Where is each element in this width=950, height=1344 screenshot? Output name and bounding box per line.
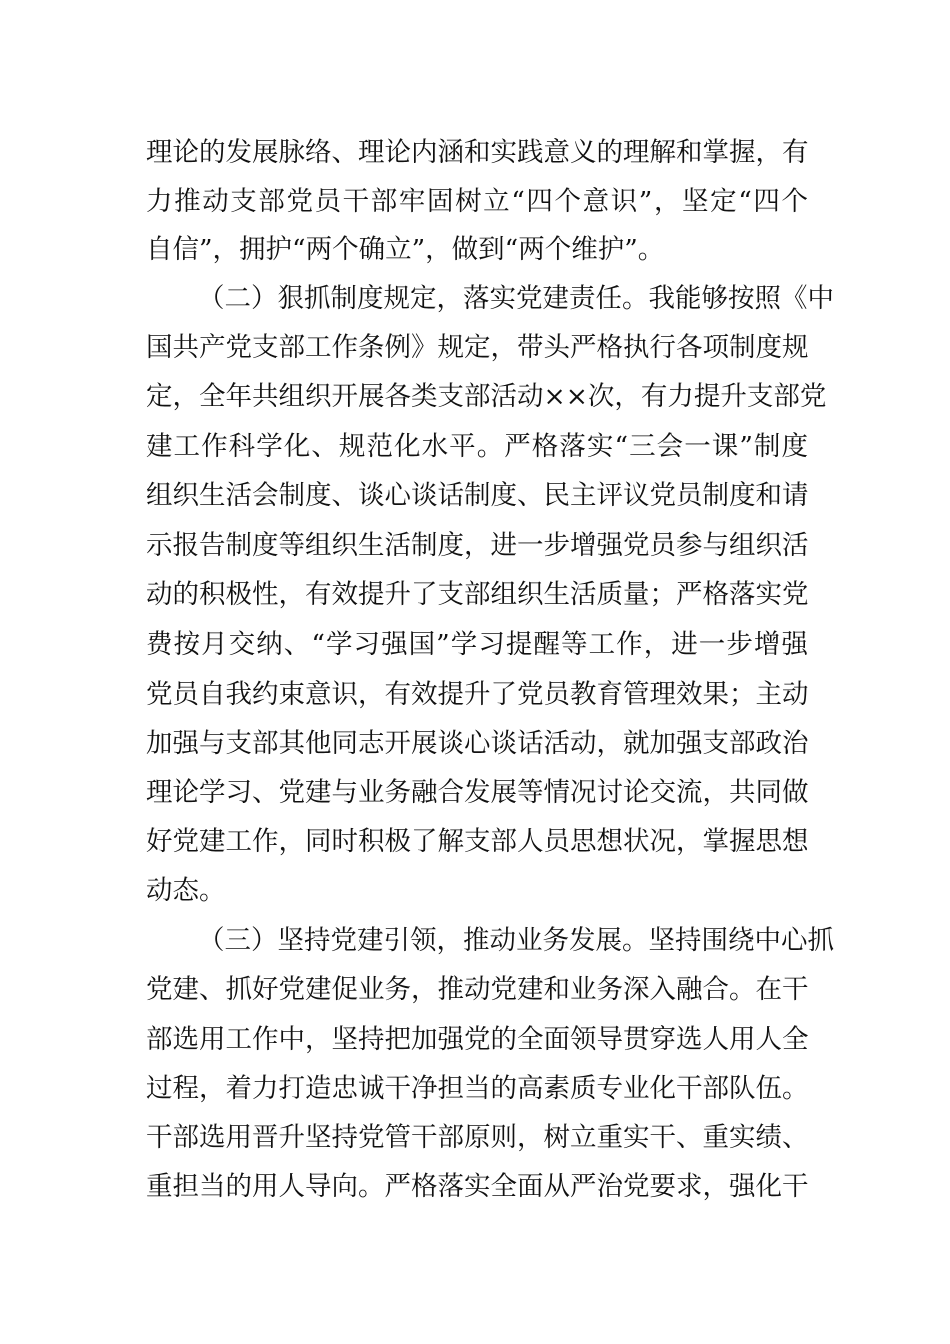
paragraph-heading-line: （三）坚持党建引领，推动业务发展。坚持围绕中心抓 — [198, 925, 834, 956]
text-line: 费按月交纳、“学习强国”学习提醒等工作，进一步增强 — [146, 629, 808, 660]
text-line: 组织生活会制度、谈心谈话制度、民主评议党员制度和请 — [146, 480, 809, 511]
text-line: 定，全年共组织开展各类支部活动××次，有力提升支部党 — [146, 381, 827, 412]
text-line: 重担当的用人导向。严格落实全面从严治党要求，强化干 — [146, 1171, 809, 1202]
text-line: 建工作科学化、规范化水平。严格落实“三会一课”制度 — [146, 431, 808, 462]
text-line: 示报告制度等组织生活制度，进一步增强党员参与组织活 — [146, 530, 809, 561]
text-line: 部选用工作中，坚持把加强党的全面领导贯穿选人用人全 — [146, 1024, 809, 1055]
paragraph-heading-line: （二）狠抓制度规定，落实党建责任。我能够按照《中 — [198, 283, 834, 314]
text-line: 自信”，拥护“两个确立”，做到“两个维护”。 — [146, 234, 665, 265]
text-line: 动的积极性，有效提升了支部组织生活质量；严格落实党 — [146, 579, 809, 610]
text-line: 干部选用晋升坚持党管干部原则，树立重实干、重实绩、 — [146, 1122, 809, 1153]
text-line: 过程，着力打造忠诚干净担当的高素质专业化干部队伍。 — [146, 1073, 809, 1104]
text-line: 好党建工作，同时积极了解支部人员思想状况，掌握思想 — [146, 826, 809, 857]
text-line: 理论的发展脉络、理论内涵和实践意义的理解和掌握，有 — [146, 137, 809, 168]
text-line: 国共产党支部工作条例》规定，带头严格执行各项制度规 — [146, 332, 809, 363]
text-line: 党建、抓好党建促业务，推动党建和业务深入融合。在干 — [146, 974, 809, 1005]
text-line: 动态。 — [146, 875, 226, 906]
text-line: 加强与支部其他同志开展谈心谈话活动，就加强支部政治 — [146, 728, 809, 759]
text-line: 理论学习、党建与业务融合发展等情况讨论交流，共同做 — [146, 777, 809, 808]
text-line: 力推动支部党员干部牢固树立“四个意识”，坚定“四个 — [146, 186, 808, 217]
text-line: 党员自我约束意识，有效提升了党员教育管理效果；主动 — [146, 679, 809, 710]
